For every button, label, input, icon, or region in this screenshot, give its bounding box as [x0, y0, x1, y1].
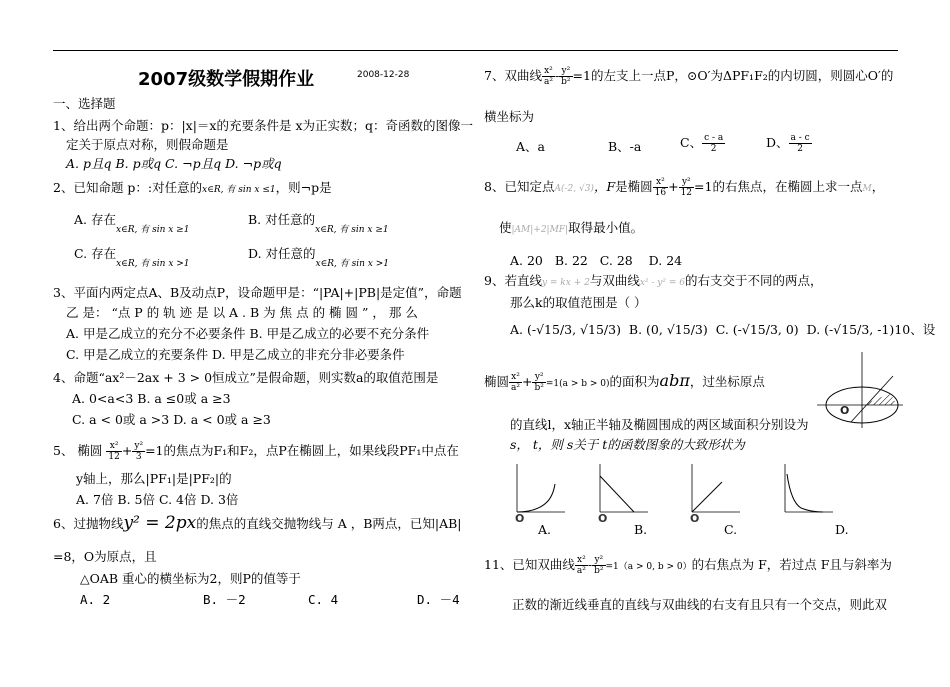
q2-b-label: B. 对任意的: [248, 212, 316, 227]
q2-c-cond: x∈R, 有 sin x >1: [116, 259, 190, 269]
q11-pre: 11、已知双曲线: [484, 557, 575, 572]
graph-c: [672, 462, 742, 522]
q11-fx-den: a²: [576, 566, 586, 576]
q4-line3: C. a < 0或 a >3 D. a < 0或 a ≥3: [72, 412, 271, 427]
q3-line1: 3、平面内两定点A、B及动点P，设命题甲是：“|PA|+|PB|是定值”，命题: [53, 285, 462, 300]
q2-option-d: [248, 246, 389, 269]
q7-option-d: [766, 133, 812, 154]
q8-line2: [499, 220, 643, 238]
q2-tail: ，则¬p是: [275, 180, 332, 195]
q6-line1: [53, 515, 462, 532]
q2-a-cond: x∈R, 有 sin x ≥1: [115, 225, 190, 235]
q8-expr: |AM|+2|MF|: [511, 225, 569, 235]
q9-mid: 与双曲线: [589, 273, 640, 288]
q10-frac-x: [509, 372, 522, 393]
date: 2008-12-28: [357, 70, 410, 80]
q8-frac-y: [679, 177, 694, 198]
q10-start: 10、设: [894, 322, 936, 337]
q9-pre: 9、若直线: [484, 273, 542, 288]
q8-point-a: A(-2, √3): [554, 184, 594, 194]
q2-condition: x∈R, 有 sin x ≤1: [202, 185, 276, 195]
q7-c-label: C、: [680, 135, 703, 150]
q8-option-b: B. 22: [554, 253, 588, 268]
page-title: 2007级数学假期作业: [138, 69, 315, 90]
q7-d-den: 2: [797, 144, 803, 154]
q2-option-c: [74, 246, 190, 269]
q8-fy-num: y²: [679, 177, 694, 188]
graph-d-label: D.: [835, 522, 849, 537]
q2-d-label: D. 对任意的: [248, 246, 316, 261]
q11-cond: =1（a > 0, b > 0）: [605, 562, 692, 572]
q3-line2: 乙 是： “点 P 的 轨 迹 是 以 A . B 为 焦 点 的 椭 圆 ” ， 那 么: [66, 305, 418, 320]
graph-a-label: A.: [538, 522, 552, 537]
q8-pre: 8、已知定点: [484, 179, 555, 194]
q11-line2: 正数的渐近线垂直的直线与双曲线的右支有且只有一个交点，则此双: [512, 597, 888, 612]
q7-fx-den: a²: [543, 77, 553, 87]
q8-option-a: A. 20: [510, 253, 543, 268]
q8-fy-den: 12: [680, 188, 693, 198]
q7-option-a: A、a: [516, 139, 545, 154]
q7-c-frac: [702, 133, 725, 154]
q10-pre: 椭圆: [484, 374, 510, 389]
q8-line2-post: 取得最小值。: [568, 220, 644, 235]
q7-d-label: D、: [766, 135, 789, 150]
q8-fx-num: x²: [653, 177, 668, 188]
q6-line2: =8，O为原点，且: [53, 549, 157, 564]
q7-c-den: 2: [710, 144, 717, 154]
q5-line1: 5、 椭圆 $\frac{\text{x²}}{12}$ + $\frac{\text{y²}}{3}$ =1的焦点为F₁和F₂，点P在椭圆上，如果线段PF₁中点在: [53, 441, 459, 462]
q7-fy-num: y²: [559, 66, 572, 77]
q3-line3: A. 甲是乙成立的充分不必要条件 B. 甲是乙成立的必要不充分条件: [66, 326, 430, 341]
q9-options: [510, 322, 935, 338]
q5-fx-den: 12: [108, 452, 120, 462]
q8-frac-x: [653, 177, 668, 198]
q7-option-b: B、-a: [608, 139, 642, 154]
q6-option-a: A. 2: [80, 592, 111, 607]
top-rule: [53, 50, 898, 51]
q2-d-cond: x∈R, 有 sin x >1: [315, 259, 389, 269]
q9-eq2: x² - y² = 6: [639, 278, 685, 288]
q7-pre: 7、双曲线: [484, 68, 542, 83]
q8-option-c: C. 28: [599, 253, 633, 268]
q3-line4: C. 甲是乙成立的充要条件 D. 甲是乙成立的非充分非必要条件: [66, 347, 405, 362]
q4-line2: A. 0<a<3 B. a ≤0或 a ≥3: [72, 391, 231, 406]
q10-line2: 的直线l，x轴正半轴及椭圆围成的两区域面积分别设为: [510, 417, 809, 432]
q5-fy-den: 3: [135, 452, 142, 462]
q5-fx-num: x²: [106, 441, 121, 452]
q10-fx-num: x²: [509, 372, 522, 383]
q2-a-label: A. 存在: [74, 212, 116, 227]
q8-line2-pre: 使: [499, 220, 512, 235]
ellipse-diagram: [815, 350, 905, 430]
ellipse-origin-label: O: [840, 404, 850, 417]
q11-frac-x: [575, 555, 588, 576]
q5-pre: 5、 椭圆: [53, 443, 103, 458]
q10-cond: =1(a > b > 0): [545, 379, 610, 389]
q11-fy-num: y²: [592, 555, 605, 566]
q8-fx-den: 16: [654, 188, 667, 198]
q8-options: [510, 253, 682, 269]
q2-stem: [53, 180, 332, 198]
q6-post: 的焦点的直线交抛物线与 A ，B两点，已知|AB|: [196, 516, 462, 531]
q11-post: 的右焦点为 F，若过点 F且与斜率为: [691, 557, 892, 572]
q8-option-d: D. 24: [648, 253, 683, 268]
q6-option-b: B. －2: [203, 592, 246, 607]
q5-frac-x: [106, 441, 121, 462]
graph-b: [580, 462, 650, 522]
q7-line2: 横坐标为: [484, 109, 535, 124]
q10-mid: 的面积为: [609, 374, 660, 389]
graph-c-origin: O: [690, 512, 700, 522]
q5-post: =1的焦点为F₁和F₂，点P在椭圆上，如果线段PF₁中点在: [145, 443, 459, 458]
q7-post: =1的左支上一点P，⊙O′为ΔPF₁F₂的内切圆，则圆心O′的: [572, 68, 894, 83]
q6-option-c: C. 4: [308, 592, 339, 607]
q5-frac-y: [132, 441, 145, 462]
q9-line2: 那么k的取值范围是（ ）: [510, 295, 647, 310]
q11-fx-num: x²: [575, 555, 588, 566]
q9-option-c: C. (-√15/3, 0): [715, 322, 799, 337]
q9-option-d: D. (-√15/3, -1): [806, 322, 895, 337]
q7-frac-y: [559, 66, 572, 87]
q6-line3: △OAB 重心的横坐标为2，则P的值等于: [80, 571, 301, 586]
q7-frac-x: [542, 66, 555, 87]
q1-options: A. p且q B. p或q C. ¬p且q D. ¬p或q: [66, 156, 282, 171]
q9-line1: [484, 273, 823, 291]
q7-fy-den: b²: [561, 77, 571, 87]
q9-post: 的右支交于不同的两点，: [684, 273, 823, 288]
graph-d: [765, 462, 835, 522]
q9-option-b: B. (0, √15/3): [628, 322, 708, 337]
q8-mid1: ，F: [593, 179, 616, 194]
q7-d-num: a - c: [790, 133, 810, 143]
q7-line1: 7、双曲线 $\frac{\text{x²}}{\text{a²}}$ - $\frac{\text{y²}}{\text{b²}}$ =1的左支上一点P，⊙O′为ΔPF₁F₂的内切圆，则圆心O′的: [484, 66, 894, 87]
q10-area: abπ: [659, 371, 690, 390]
graph-c-label: C.: [724, 522, 738, 537]
q2-c-label: C. 存在: [74, 246, 117, 261]
q7-c-num: c - a: [704, 133, 724, 143]
graph-a: [497, 462, 567, 522]
q11-frac-y: [592, 555, 605, 576]
section-heading: 一、选择题: [53, 96, 116, 111]
q10-fx-den: a²: [511, 383, 520, 393]
q10-fy-den: b²: [534, 383, 544, 393]
q5-line2: y轴上，那么|PF₁|是|PF₂|的: [76, 471, 232, 486]
q11-fy-den: b²: [594, 566, 604, 576]
q10-line1: 椭圆 $\frac{\text{x²}}{\text{a²}}$ + $\frac{\text{y²}}{\text{b²}}$ =1(a > b > 0)的面积为abπ，过坐标原点: [484, 371, 765, 393]
q5-options: A. 7倍 B. 5倍 C. 4倍 D. 3倍: [76, 492, 239, 507]
q10-line3: s， t，则 s关于 t的函数图象的大致形状为: [510, 437, 745, 452]
graph-a-origin: O: [515, 512, 525, 522]
q6-pre: 6、过抛物线: [53, 516, 124, 531]
q9-eq1: y = kx + 2: [541, 278, 590, 288]
q8-line1: 8、已知定点A(-2, √3)，F是椭圆 $\frac{\text{x²}}{16}$ + $\frac{\text{y²}}{12}$ =1的右焦点，在椭圆上求一点M，: [484, 177, 885, 198]
q1-line2: 定关于原点对称，则假命题是: [66, 137, 229, 152]
q10-fy-num: y²: [532, 372, 545, 383]
q7-option-c: [680, 133, 725, 154]
q7-d-frac: [789, 133, 812, 154]
q2-b-cond: x∈R, 有 sin x ≥1: [315, 225, 389, 235]
q8-m: M: [862, 184, 872, 194]
q6-option-d: D. －4: [417, 592, 460, 607]
q2-option-b: [248, 212, 389, 235]
q9-option-a: A. (-√15/3, √15/3): [510, 322, 621, 337]
graph-b-origin: O: [598, 512, 608, 522]
q4-line1: 4、命题“ax²－2ax + 3 > 0恒成立”是假命题，则实数a的取值范围是: [53, 370, 439, 385]
q10-post: ，过坐标原点: [689, 374, 765, 389]
q8-mid2: 是椭圆: [615, 179, 653, 194]
q5-fy-num: y²: [134, 441, 144, 451]
q7-fx-num: x²: [542, 66, 555, 77]
graph-b-label: B.: [634, 522, 648, 537]
q6-eq: y² = 2px: [123, 513, 197, 533]
q10-frac-y: [532, 372, 545, 393]
q8-post: =1的右焦点，在椭圆上求一点: [694, 179, 863, 194]
q2-stem-text: 2、已知命题 p：:对任意的: [53, 180, 203, 195]
q1-line1: 1、给出两个命题：p：|x|＝x的充要条件是 x为正实数；q：奇函数的图像一: [53, 118, 474, 133]
q11-line1: 11、已知双曲线 $\frac{\text{x²}}{\text{a²}}$ - $\frac{\text{y²}}{\text{b²}}$ =1（a > 0, b > 0）的右焦点为 F，若过点 F且与斜率为: [484, 555, 892, 576]
